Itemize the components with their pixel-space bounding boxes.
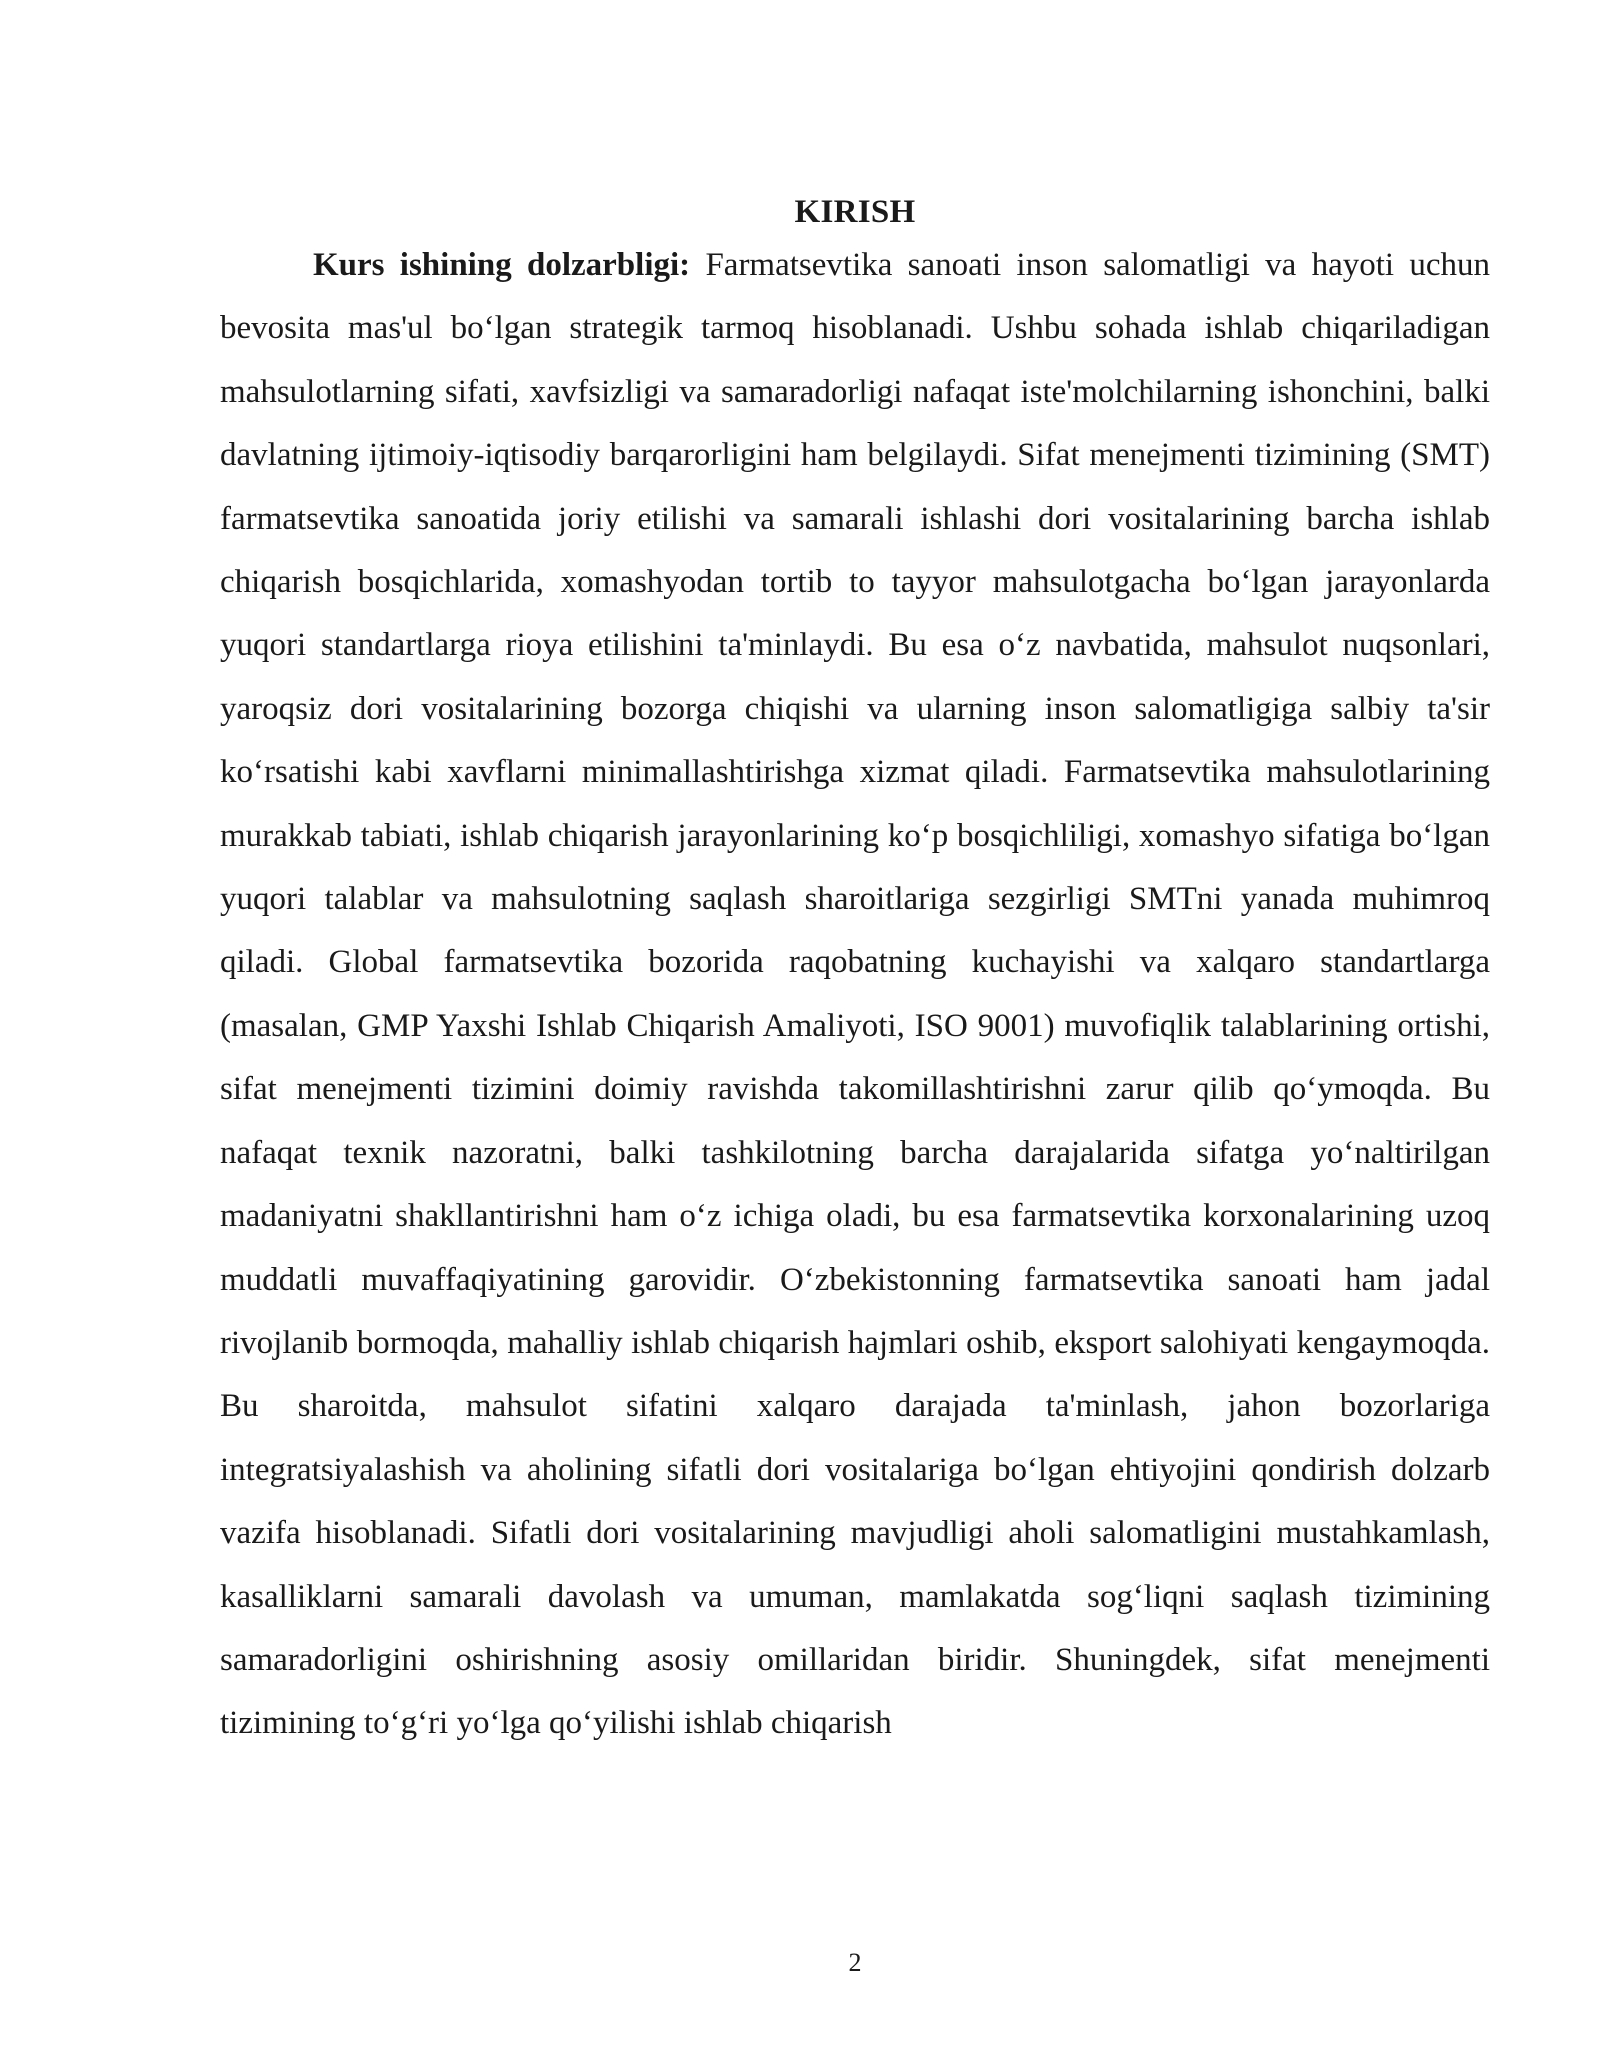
paragraph-lead: Kurs ishining dolzarbligi: <box>313 247 691 283</box>
section-heading: KIRISH <box>794 194 916 230</box>
body-paragraph <box>220 234 1490 1756</box>
paragraph-text: Farmatsevtika sanoati inson salomatligi va hayoti uchun bevosita mas'ul bo‘lgan strategik tarmoq hisoblanadi. Ushbu sohada ishlab chiqariladigan mahsulotlarning sifati, xavfsizligi va samaradorligi nafaqat iste'molchilarning ishonchini, balki davlatning ijtimoiy-iqtisodiy barqarorligini ham belgilaydi. Sifat menejmenti tizimining (SMT) farmatsevtika sanoatida joriy etilishi va samarali ishlashi dori vositalarining barcha ishlab chiqarish bosqichlarida, xomashyodan tortib to tayyor mahsulotgacha bo‘lgan jarayonlarda yuqori standartlarga rioya etilishini ta'minlaydi. Bu esa o‘z navbatida, mahsulot nuqsonlari, yaroqsiz dori vositalarining bozorga chiqishi va ularning inson salomatligiga salbiy ta'sir ko‘rsatishi kabi xavflarni minimallashtirishga xizmat qiladi. Farmatsevtika mahsulotlarining murakkab tabiati, ishlab chiqarish jarayonlarining ko‘p bosqichliligi, xomashyo sifatiga bo‘lgan yuqori talablar va mahsulotning saqlash sharoitlariga sezgirligi SMTni yanada muhimroq qiladi. Global farmatsevtika bozorida raqobatning kuchayishi va xalqaro standartlarga (masalan, GMP Yaxshi Ishlab Chiqarish Amaliyoti, ISO 9001) muvofiqlik talablarining ortishi, sifat menejmenti tizimini doimiy ravishda takomillashtirishni zarur qilib qo‘ymoqda. Bu nafaqat texnik nazoratni, balki tashkilotning barcha darajalarida sifatga yo‘naltirilgan madaniyatni shakllantirishni ham o‘z ichiga oladi, bu esa farmatsevtika korxonalarining uzoq muddatli muvaffaqiyatining garovidir. O‘zbekistonning farmatsevtika sanoati ham jadal rivojlanib bormoqda, mahalliy ishlab chiqarish hajmlari oshib, eksport salohiyati kengaymoqda. Bu sharoitda, mahsulot sifatini xalqaro darajada ta'minlash, jahon bozorlariga integratsiyalashish va aholining sifatli dori vositalariga bo‘lgan ehtiyojini qondirish dolzarb vazifa hisoblanadi. Sifatli dori vositalarining mavjudligi aholi salomatligini mustahkamlash, kasalliklarni samarali davolash va umuman, mamlakatda sog‘liqni saqlash tizimining samaradorligini oshirishning asosiy omillaridan biridir. Shuningdek, sifat menejmenti tizimining to‘g‘ri yo‘lga qo‘yilishi ishlab chiqarish <box>220 247 1490 1742</box>
page-number: 2 <box>848 1948 862 1977</box>
